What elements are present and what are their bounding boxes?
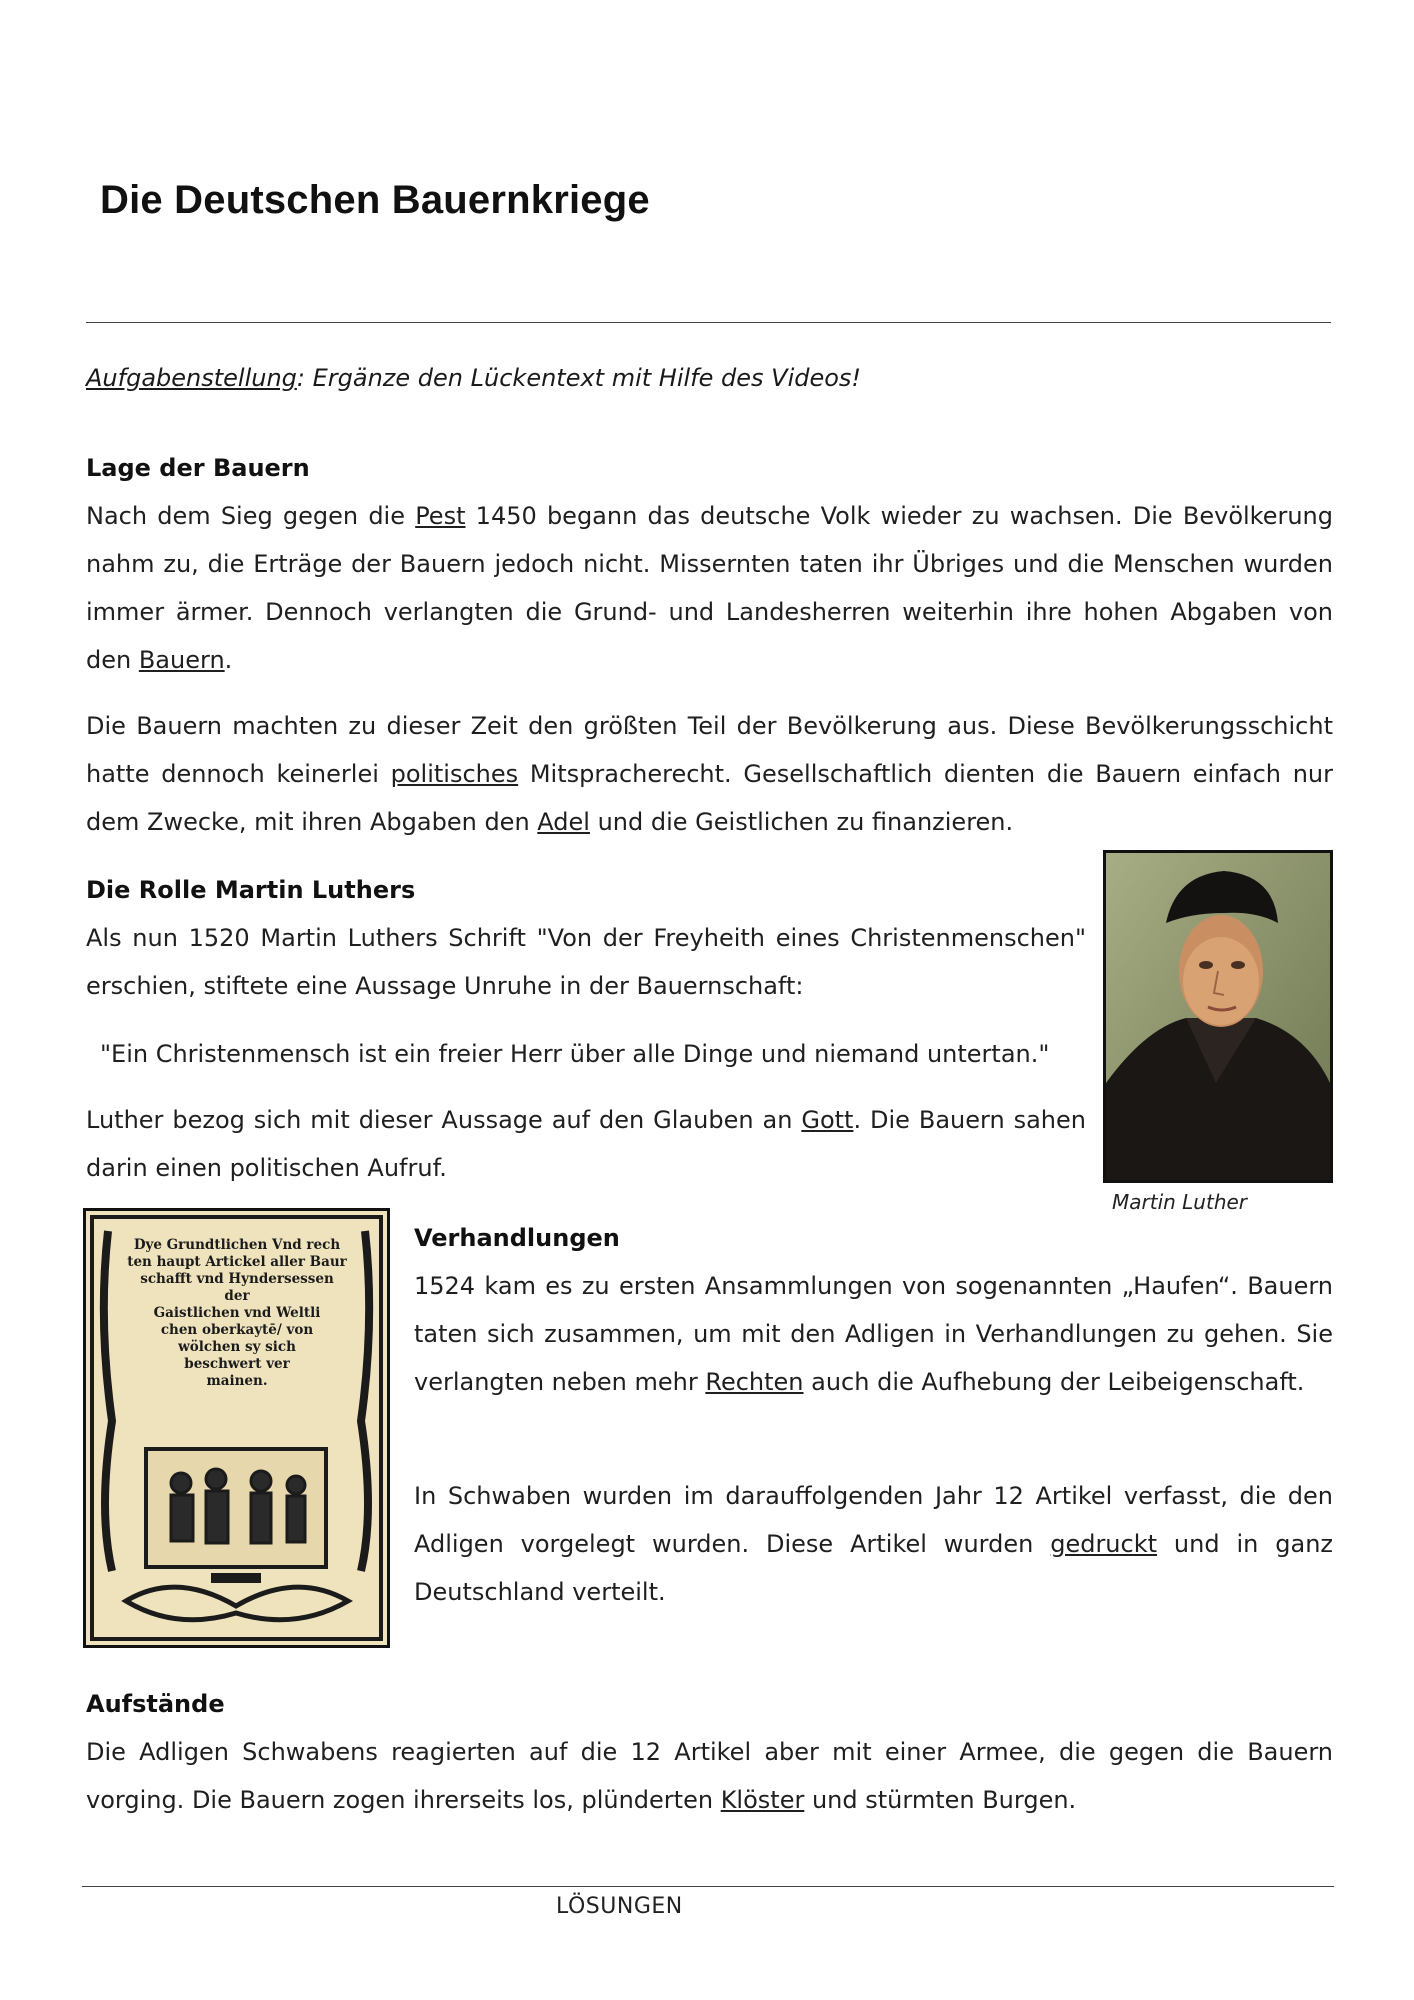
- text-segment: Die Adligen Schwabens reagierten auf die 12 Artikel aber mit einer Armee, die gegen die Bauern vorging. Die Bauern zogen ihrerseits los, plünderten: [86, 1738, 1333, 1814]
- text-segment: Die Bauern machten zu dieser Zeit den größten Teil der Bevölkerung aus. Diese Bevölkerungsschicht hatte dennoch keinerlei: [86, 712, 1333, 788]
- luther-quote: "Ein Christenmensch ist ein freier Herr über alle Dinge und niemand untertan.": [100, 1040, 1050, 1068]
- portrait-illustration: [1106, 853, 1330, 1180]
- heading-luther: Die Rolle Martin Luthers: [86, 876, 416, 904]
- paragraph-aufstaende: [86, 1728, 1333, 1824]
- paragraph-luther-2: [86, 1096, 1086, 1192]
- paragraph-lage-1: [86, 492, 1333, 684]
- text-segment: Luther bezog sich mit dieser Aussage auf den Glauben an: [86, 1106, 802, 1134]
- woodcut-line: ten haupt Artickel aller Baur: [127, 1254, 347, 1270]
- answer-kloester: Klöster: [720, 1786, 805, 1814]
- woodcut-title: [126, 1237, 348, 1390]
- heading-verhandlungen: Verhandlungen: [414, 1224, 620, 1252]
- task-instruction: [86, 364, 861, 392]
- text-segment: .: [224, 646, 233, 674]
- woodcut-line: chen oberkaytē/ von: [160, 1322, 314, 1338]
- answer-rechten: Rechten: [705, 1368, 804, 1396]
- task-label: Aufgabenstellung: [86, 364, 297, 392]
- footer-label: LÖSUNGEN: [556, 1894, 683, 1919]
- paragraph-verhandlungen-2: [414, 1472, 1333, 1616]
- text-segment: In Schwaben wurden im darauffolgenden Jahr 12 Artikel verfasst, die den Adligen vorgelegt wurden. Diese Artikel wurden: [414, 1482, 1333, 1558]
- woodcut-line: beschwert ver: [184, 1356, 290, 1372]
- answer-bauern: Bauern: [138, 646, 225, 674]
- page-title: Die Deutschen Bauernkriege: [100, 178, 650, 222]
- answer-gedruckt: gedruckt: [1050, 1530, 1158, 1558]
- heading-aufstaende: Aufstände: [86, 1690, 225, 1718]
- woodcut-line: mainen.: [206, 1373, 268, 1389]
- paragraph-lage-2: [86, 702, 1333, 846]
- paragraph-verhandlungen-1: [414, 1262, 1333, 1406]
- text-segment: auch die Aufhebung der Leibeigenschaft.: [803, 1368, 1305, 1396]
- martin-luther-portrait: [1103, 850, 1333, 1183]
- footer-divider: [82, 1886, 1334, 1887]
- answer-pest: Pest: [415, 502, 466, 530]
- woodcut-line: Gaistlichen vnd Weltli: [153, 1305, 321, 1321]
- task-text: : Ergänze den Lückentext mit Hilfe des Videos!: [296, 364, 862, 392]
- text-segment: 1450 begann das deutsche Volk wieder zu wachsen. Die Bevölkerung nahm zu, die Erträge der Bauern jedoch nicht. Missernten taten ihr Übriges und die Menschen wurden immer ärmer. Dennoch verlangten die Grund- und Landesherren weiterhin ihre hohen Abgaben von den: [86, 502, 1333, 674]
- answer-adel: Adel: [537, 808, 590, 836]
- twelve-articles-woodcut: [83, 1208, 390, 1648]
- answer-gott: Gott: [801, 1106, 854, 1134]
- text-segment: und die Geistlichen zu finanzieren.: [589, 808, 1014, 836]
- text-segment: 1524 kam es zu ersten Ansammlungen von sogenannten „Haufen“. Bauern taten sich zusammen, um mit den Adligen in Verhandlungen zu gehen. Sie verlangten neben mehr: [414, 1272, 1333, 1396]
- text-segment: Nach dem Sieg gegen die: [86, 502, 416, 530]
- text-segment: und in ganz Deutschland verteilt.: [414, 1530, 1333, 1606]
- text-segment: und stürmten Burgen.: [804, 1786, 1077, 1814]
- woodcut-line: wölchen sy sich: [178, 1339, 296, 1355]
- woodcut-line: schafft vnd Hyndersessen der: [140, 1271, 334, 1304]
- text-segment: . Die Bauern sahen darin einen politischen Aufruf.: [86, 1106, 1086, 1182]
- text-segment: Mitspracherecht. Gesellschaftlich dienten die Bauern einfach nur dem Zwecke, mit ihren Abgaben den: [86, 760, 1333, 836]
- paragraph-luther-1: Als nun 1520 Martin Luthers Schrift "Von der Freyheith eines Christenmenschen" erschien, stiftete eine Aussage Unruhe in der Bauernschaft:: [86, 924, 1086, 1000]
- header-divider: [86, 322, 1331, 323]
- portrait-caption: Martin Luther: [1112, 1190, 1248, 1214]
- answer-politisches: politisches: [390, 760, 519, 788]
- heading-lage: Lage der Bauern: [86, 454, 310, 482]
- woodcut-line: Dye Grundtlichen Vnd rech: [133, 1237, 341, 1253]
